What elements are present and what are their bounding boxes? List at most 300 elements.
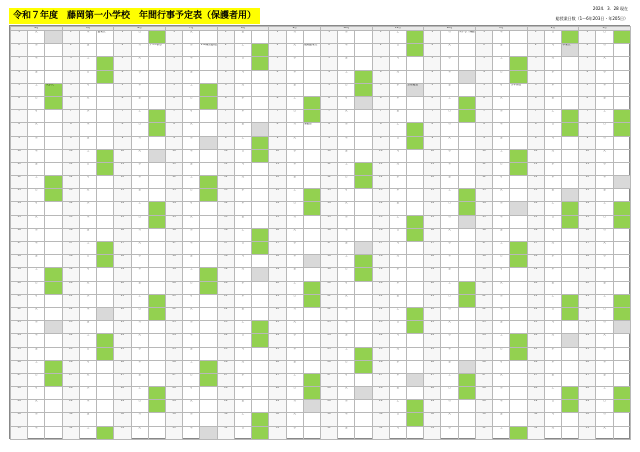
weekday: 日 xyxy=(131,400,148,413)
weekday: 月 xyxy=(183,294,200,307)
day-number: 17 xyxy=(579,242,596,255)
weekday: 水 xyxy=(28,228,45,241)
event-cell xyxy=(458,268,475,281)
weekday: 火 xyxy=(131,334,148,347)
weekday: 月 xyxy=(234,162,251,175)
event-cell xyxy=(200,83,217,96)
weekday: 木 xyxy=(286,255,303,268)
event-cell xyxy=(200,294,217,307)
day-number: 1 xyxy=(320,31,337,44)
weekday: 水 xyxy=(234,189,251,202)
weekday: 火 xyxy=(183,215,200,228)
day-number: 7 xyxy=(217,110,234,123)
day-number: 13 xyxy=(11,189,28,202)
weekday: 水 xyxy=(493,387,510,400)
weekday: 金 xyxy=(389,110,406,123)
weekday: 木 xyxy=(544,360,561,373)
weekday: 金 xyxy=(131,189,148,202)
table-row xyxy=(11,228,631,241)
table-row xyxy=(11,162,631,175)
day-number: 23 xyxy=(579,321,596,334)
annual-schedule-sheet xyxy=(9,25,630,439)
weekday: 火 xyxy=(441,321,458,334)
day-number: 27 xyxy=(527,373,544,386)
day-number: 14 xyxy=(372,202,389,215)
day-number: 27 xyxy=(217,373,234,386)
event-cell xyxy=(510,96,527,109)
weekday: 土 xyxy=(28,83,45,96)
weekday: 金 xyxy=(493,44,510,57)
event-cell xyxy=(200,334,217,347)
event-cell xyxy=(97,44,114,57)
weekday: 金 xyxy=(596,96,613,109)
weekday: 月 xyxy=(493,268,510,281)
weekday: 月 xyxy=(286,31,303,44)
day-number: 29 xyxy=(62,400,79,413)
day-number: 4 xyxy=(475,70,492,83)
event-cell xyxy=(407,321,424,334)
event-cell xyxy=(613,281,630,294)
day-number: 28 xyxy=(372,387,389,400)
day-number: 18 xyxy=(372,255,389,268)
event-cell xyxy=(562,96,579,109)
event-cell xyxy=(407,373,424,386)
weekday: 金 xyxy=(28,162,45,175)
weekday: 日 xyxy=(596,215,613,228)
event-cell xyxy=(148,162,165,175)
weekday: 金 xyxy=(286,268,303,281)
event-cell xyxy=(355,294,372,307)
event-cell xyxy=(148,281,165,294)
weekday: 火 xyxy=(493,96,510,109)
day-number: 30 xyxy=(165,413,182,426)
weekday: 日 xyxy=(234,334,251,347)
day-number: 14 xyxy=(165,202,182,215)
table-row xyxy=(11,347,631,360)
day-number: 28 xyxy=(114,387,131,400)
event-cell xyxy=(562,426,579,439)
weekday: 金 xyxy=(338,149,355,162)
weekday: 月 xyxy=(131,228,148,241)
day-number: 24 xyxy=(579,334,596,347)
weekday: 水 xyxy=(441,334,458,347)
weekday: 火 xyxy=(28,31,45,44)
day-number: 5 xyxy=(114,83,131,96)
weekday: 月 xyxy=(441,215,458,228)
event-cell xyxy=(407,307,424,320)
event-cell xyxy=(613,360,630,373)
event-cell xyxy=(355,228,372,241)
event-cell xyxy=(562,123,579,136)
event-cell xyxy=(97,57,114,70)
day-number: 21 xyxy=(11,294,28,307)
day-number: 25 xyxy=(372,347,389,360)
event-cell xyxy=(458,373,475,386)
day-number: 10 xyxy=(114,149,131,162)
event-cell xyxy=(148,228,165,241)
event-cell xyxy=(458,57,475,70)
event-cell xyxy=(562,31,579,44)
day-number: 9 xyxy=(165,136,182,149)
day-number: 30 xyxy=(11,413,28,426)
day-number: 19 xyxy=(320,268,337,281)
event-cell xyxy=(510,281,527,294)
event-cell xyxy=(45,347,62,360)
day-number: 31 xyxy=(62,426,79,439)
day-number: 16 xyxy=(114,228,131,241)
event-cell xyxy=(252,202,269,215)
weekday: 火 xyxy=(234,268,251,281)
day-number: 9 xyxy=(11,136,28,149)
month-header: 5月 xyxy=(62,27,114,31)
day-number: 14 xyxy=(320,202,337,215)
event-cell xyxy=(303,31,320,44)
weekday: 土 xyxy=(131,294,148,307)
weekday: 金 xyxy=(596,281,613,294)
event-cell xyxy=(613,44,630,57)
day-number: 26 xyxy=(165,360,182,373)
day-number: 25 xyxy=(114,347,131,360)
day-number: 25 xyxy=(62,347,79,360)
weekday: 木 xyxy=(441,162,458,175)
day-number: 17 xyxy=(217,242,234,255)
weekday: 月 xyxy=(183,110,200,123)
day-number: 24 xyxy=(475,334,492,347)
event-cell xyxy=(613,110,630,123)
event-cell xyxy=(355,70,372,83)
day-number: 2 xyxy=(475,44,492,57)
month-header: 4月 xyxy=(11,27,63,31)
event-cell xyxy=(562,387,579,400)
table-row xyxy=(11,281,631,294)
day-number: 9 xyxy=(372,136,389,149)
event-cell xyxy=(407,57,424,70)
event-cell: あいさつ運動 xyxy=(458,31,475,44)
day-number: 20 xyxy=(424,281,441,294)
day-number: 21 xyxy=(217,294,234,307)
day-number: 17 xyxy=(527,242,544,255)
day-number: 5 xyxy=(320,83,337,96)
day-number: 8 xyxy=(579,123,596,136)
day-number: 11 xyxy=(320,162,337,175)
weekday: 火 xyxy=(79,96,96,109)
event-cell xyxy=(252,83,269,96)
table-row xyxy=(11,307,631,320)
event-cell xyxy=(613,202,630,215)
month-header: 10月 xyxy=(320,27,372,31)
weekday: 金 xyxy=(286,176,303,189)
day-number: 4 xyxy=(579,70,596,83)
weekday: 水 xyxy=(338,31,355,44)
day-number: 10 xyxy=(269,149,286,162)
day-number: 3 xyxy=(165,57,182,70)
weekday: 金 xyxy=(338,57,355,70)
day-number: 19 xyxy=(217,268,234,281)
weekday: 日 xyxy=(28,281,45,294)
weekday: 日 xyxy=(441,294,458,307)
day-number: 17 xyxy=(269,242,286,255)
event-cell xyxy=(510,136,527,149)
event-cell xyxy=(355,149,372,162)
day-number: 13 xyxy=(579,189,596,202)
weekday: 木 xyxy=(389,189,406,202)
event-cell xyxy=(407,162,424,175)
event-cell xyxy=(562,307,579,320)
day-number: 21 xyxy=(475,294,492,307)
table-row xyxy=(11,96,631,109)
day-number: 29 xyxy=(372,400,389,413)
weekday: 水 xyxy=(234,281,251,294)
event-cell xyxy=(355,162,372,175)
weekday: 水 xyxy=(286,149,303,162)
weekday: 水 xyxy=(131,70,148,83)
weekday: 火 xyxy=(338,202,355,215)
weekday: 月 xyxy=(79,268,96,281)
day-number: 1 xyxy=(114,31,131,44)
event-cell xyxy=(252,373,269,386)
day-number: 10 xyxy=(62,149,79,162)
day-number: 30 xyxy=(475,413,492,426)
table-row xyxy=(11,360,631,373)
weekday: 土 xyxy=(338,255,355,268)
day-number: 21 xyxy=(527,294,544,307)
event-cell xyxy=(148,70,165,83)
weekday: 金 xyxy=(338,242,355,255)
event-cell xyxy=(252,189,269,202)
day-number: 19 xyxy=(372,268,389,281)
weekday: 月 xyxy=(389,149,406,162)
day-number: 9 xyxy=(424,136,441,149)
event-cell xyxy=(97,307,114,320)
event-cell xyxy=(303,162,320,175)
event-cell xyxy=(458,347,475,360)
weekday: 土 xyxy=(338,347,355,360)
event-cell xyxy=(407,215,424,228)
event-cell xyxy=(562,189,579,202)
day-number: 10 xyxy=(217,149,234,162)
event-cell xyxy=(562,215,579,228)
event-cell xyxy=(510,189,527,202)
weekday: 日 xyxy=(389,44,406,57)
table-row xyxy=(11,413,631,426)
event-cell xyxy=(510,228,527,241)
weekday: 水 xyxy=(596,162,613,175)
weekday: 水 xyxy=(338,123,355,136)
event-cell xyxy=(407,255,424,268)
weekday: 火 xyxy=(389,70,406,83)
event-cell xyxy=(303,70,320,83)
event-cell xyxy=(148,123,165,136)
event-cell xyxy=(458,334,475,347)
weekday: 月 xyxy=(389,242,406,255)
day-number: 29 xyxy=(320,400,337,413)
event-cell xyxy=(303,347,320,360)
event-cell xyxy=(252,321,269,334)
event-cell xyxy=(45,215,62,228)
weekday: 金 xyxy=(79,44,96,57)
weekday: 月 xyxy=(183,387,200,400)
event-cell: 運動会 xyxy=(303,123,320,136)
weekday: 日 xyxy=(286,387,303,400)
event-cell xyxy=(252,162,269,175)
day-number: 3 xyxy=(527,57,544,70)
event-cell xyxy=(303,334,320,347)
event-cell xyxy=(355,387,372,400)
event-cell xyxy=(45,149,62,162)
weekday: 火 xyxy=(389,162,406,175)
event-cell xyxy=(407,70,424,83)
day-number: 11 xyxy=(114,162,131,175)
event-cell xyxy=(252,149,269,162)
weekday: 日 xyxy=(28,373,45,386)
day-number: 11 xyxy=(372,162,389,175)
event-cell xyxy=(458,136,475,149)
weekday: 日 xyxy=(389,136,406,149)
event-cell xyxy=(562,373,579,386)
table-row xyxy=(11,136,631,149)
weekday: 水 xyxy=(389,83,406,96)
event-cell xyxy=(97,176,114,189)
weekday: 金 xyxy=(441,268,458,281)
event-cell xyxy=(45,307,62,320)
event-cell xyxy=(303,57,320,70)
day-number: 8 xyxy=(372,123,389,136)
day-number: 29 xyxy=(217,400,234,413)
day-number: 11 xyxy=(11,162,28,175)
table-row xyxy=(11,57,631,70)
day-number: 14 xyxy=(62,202,79,215)
day-number: 9 xyxy=(527,136,544,149)
weekday: 水 xyxy=(183,136,200,149)
event-cell xyxy=(407,360,424,373)
event-cell xyxy=(148,294,165,307)
weekday: 日 xyxy=(79,70,96,83)
day-number: 23 xyxy=(114,321,131,334)
day-number: 20 xyxy=(475,281,492,294)
day-number: 26 xyxy=(527,360,544,373)
table-row xyxy=(11,255,631,268)
day-number: 1 xyxy=(217,31,234,44)
day-number: 14 xyxy=(269,202,286,215)
event-cell xyxy=(97,400,114,413)
day-number: 20 xyxy=(527,281,544,294)
event-cell xyxy=(97,70,114,83)
event-cell xyxy=(458,149,475,162)
event-cell xyxy=(303,176,320,189)
event-cell xyxy=(510,321,527,334)
day-number: 6 xyxy=(372,96,389,109)
event-cell xyxy=(613,96,630,109)
weekday: 木 xyxy=(28,57,45,70)
weekday: 土 xyxy=(131,202,148,215)
day-number: 8 xyxy=(475,123,492,136)
event-cell xyxy=(303,96,320,109)
weekday: 木 xyxy=(338,228,355,241)
day-number: 24 xyxy=(114,334,131,347)
weekday: 土 xyxy=(183,268,200,281)
day-number: 25 xyxy=(579,347,596,360)
event-cell xyxy=(252,334,269,347)
day-number: 12 xyxy=(527,176,544,189)
day-number: 3 xyxy=(62,57,79,70)
weekday: 日 xyxy=(493,162,510,175)
weekday: 火 xyxy=(596,334,613,347)
event-cell xyxy=(45,110,62,123)
day-number: 7 xyxy=(114,110,131,123)
day-number: 17 xyxy=(165,242,182,255)
event-cell xyxy=(562,202,579,215)
day-number: 12 xyxy=(372,176,389,189)
weekday: 木 xyxy=(286,347,303,360)
event-cell xyxy=(200,360,217,373)
event-cell xyxy=(458,307,475,320)
weekday: 土 xyxy=(28,360,45,373)
event-cell xyxy=(510,294,527,307)
day-number: 5 xyxy=(165,83,182,96)
day-number: 2 xyxy=(320,44,337,57)
weekday: 土 xyxy=(544,202,561,215)
weekday: 水 xyxy=(493,110,510,123)
weekday: 木 xyxy=(338,136,355,149)
day-number: 2 xyxy=(165,44,182,57)
day-number: 1 xyxy=(269,31,286,44)
event-cell xyxy=(407,242,424,255)
weekday: 火 xyxy=(338,110,355,123)
event-cell: プール開き xyxy=(148,44,165,57)
event-cell xyxy=(510,307,527,320)
weekday: 水 xyxy=(544,255,561,268)
day-number: 19 xyxy=(579,268,596,281)
day-number: 22 xyxy=(114,307,131,320)
day-number: 3 xyxy=(269,57,286,70)
event-cell xyxy=(562,83,579,96)
weekday: 日 xyxy=(596,400,613,413)
day-number: 15 xyxy=(62,215,79,228)
day-number: 27 xyxy=(269,373,286,386)
event-cell xyxy=(458,215,475,228)
weekday: 木 xyxy=(338,44,355,57)
day-number: 27 xyxy=(424,373,441,386)
day-number: 8 xyxy=(217,123,234,136)
day-number: 17 xyxy=(320,242,337,255)
day-number: 29 xyxy=(579,400,596,413)
event-cell xyxy=(97,347,114,360)
day-number: 30 xyxy=(217,413,234,426)
day-number: 7 xyxy=(424,110,441,123)
day-number: 20 xyxy=(269,281,286,294)
day-number: 4 xyxy=(217,70,234,83)
weekday: 水 xyxy=(544,347,561,360)
event-cell xyxy=(510,57,527,70)
weekday: 金 xyxy=(441,83,458,96)
event-cell xyxy=(148,96,165,109)
event-cell xyxy=(562,149,579,162)
day-number: 6 xyxy=(579,96,596,109)
day-number: 21 xyxy=(372,294,389,307)
day-number: 30 xyxy=(114,413,131,426)
event-cell xyxy=(613,413,630,426)
weekday: 土 xyxy=(544,294,561,307)
day-number: 6 xyxy=(424,96,441,109)
event-cell xyxy=(148,268,165,281)
day-number: 7 xyxy=(11,110,28,123)
day-number: 31 xyxy=(11,426,28,439)
weekday: 月 xyxy=(286,215,303,228)
event-cell xyxy=(148,307,165,320)
event-cell xyxy=(458,228,475,241)
day-number: 7 xyxy=(320,110,337,123)
event-cell xyxy=(510,110,527,123)
